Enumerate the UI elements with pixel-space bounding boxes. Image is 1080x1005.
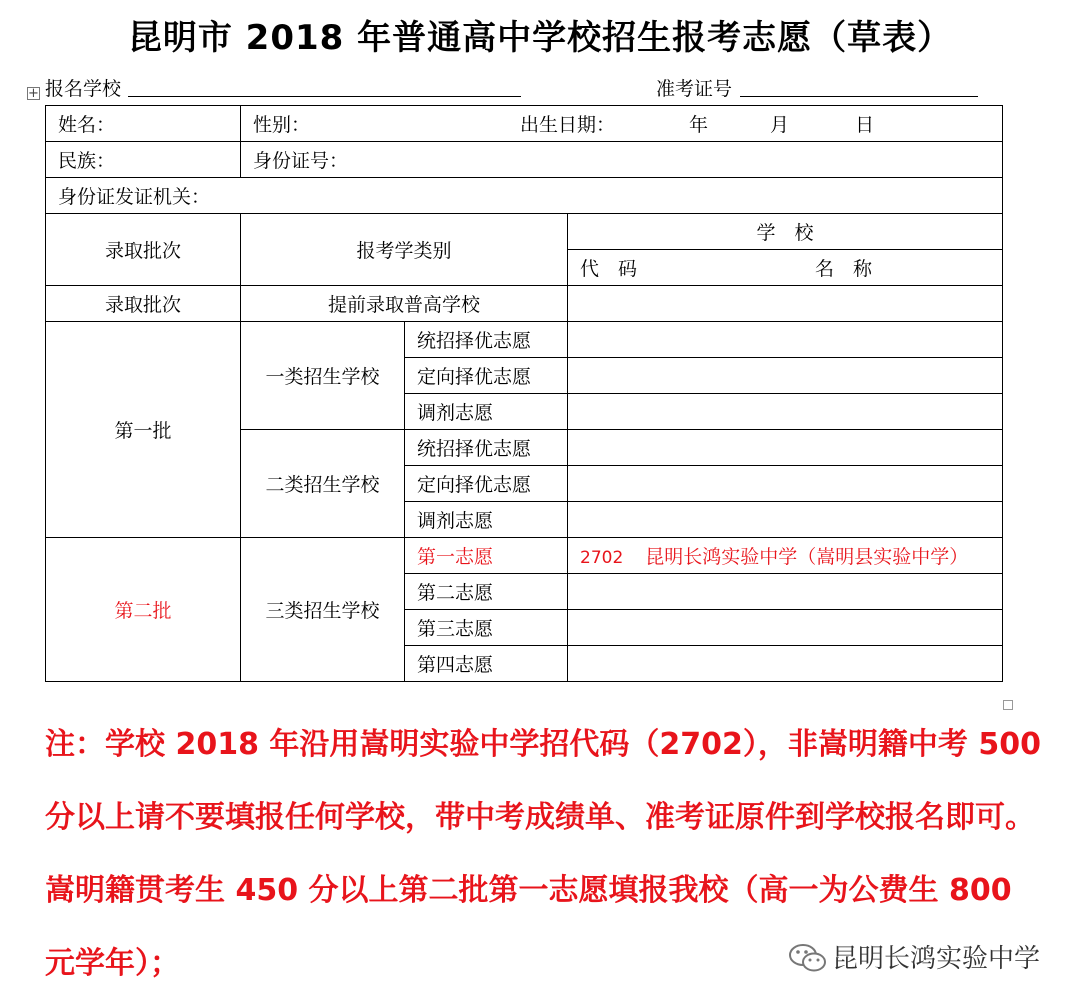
school-input[interactable] [568,502,1003,538]
day-label: 日 [855,114,875,136]
table-row [46,178,1003,214]
choice-label: 第二志愿 [405,574,568,610]
exam-id-label: 准考证号 [656,78,733,100]
ethnicity-cell[interactable] [46,142,241,178]
page-title: 昆明市 2018 年普通高中学校招生报考志愿（草表） [127,18,953,58]
choice-label: 统招择优志愿 [405,322,568,358]
school-input[interactable] [568,430,1003,466]
school-input[interactable] [568,610,1003,646]
code-header: 代 码 [580,258,638,280]
ethnicity-label: 民族： [58,150,116,172]
year-label: 年 [689,114,709,136]
school-header: 学 校 [568,214,1003,250]
exam-id-underline[interactable] [740,96,978,97]
exam-id-field [656,74,732,101]
school-input[interactable] [568,358,1003,394]
watermark [788,938,1040,980]
batch-header: 录取批次 [46,214,241,286]
table-row [46,142,1003,178]
id-authority-label: 身份证发证机关： [58,186,211,208]
table-row [46,322,1003,358]
type2-cell: 二类招生学校 [241,430,405,538]
id-number-cell[interactable] [241,142,1003,178]
category-header: 报考学类别 [241,214,568,286]
month-label: 月 [770,114,790,136]
school-label: 报名学校 [45,78,122,100]
table-row [46,286,1003,322]
choice-label: 统招择优志愿 [405,430,568,466]
choice-label: 调剂志愿 [405,502,568,538]
early-category-cell: 提前录取普高学校 [241,286,568,322]
school-underline[interactable] [128,96,521,97]
table-move-handle-icon[interactable]: + [28,86,39,101]
batch2-cell: 第二批 [46,538,241,682]
id-number-label: 身份证号： [253,150,349,172]
first-choice-code: 2702 [580,548,624,568]
code-name-header [568,250,1003,286]
school-field [45,74,121,101]
name-header: 名 称 [815,258,873,280]
table-row [46,214,1003,250]
type3-cell: 三类招生学校 [241,538,405,682]
school-input[interactable] [568,466,1003,502]
batch1-cell: 第一批 [46,322,241,538]
choice-label: 第四志愿 [405,646,568,682]
watermark-text: 昆明长鸿实验中学 [832,944,1041,974]
early-school-input[interactable] [568,286,1003,322]
note-text: 注：学校 2018 年沿用嵩明实验中学招代码（2702），非嵩明籍中考 500 分以上请不要填报任何学校，带中考成绩单、准考证原件到学校报名即可。嵩明籍贯考生 450 分以上第二批第一志愿填报我校（高一为公费生 800 元学年）； [45,727,1041,981]
gender-birth-cell[interactable] [241,106,1003,142]
wechat-icon [788,943,828,980]
school-input[interactable] [568,574,1003,610]
table-row [46,106,1003,142]
choice-label: 第三志愿 [405,610,568,646]
school-input[interactable] [568,646,1003,682]
name-cell[interactable] [46,106,241,142]
first-choice-school[interactable] [568,538,1003,574]
birth-label: 出生日期： [520,114,616,136]
table-row [46,538,1003,574]
choice-label: 调剂志愿 [405,394,568,430]
school-input[interactable] [568,394,1003,430]
school-input[interactable] [568,322,1003,358]
early-batch-cell: 录取批次 [46,286,241,322]
choice-label: 第一志愿 [405,538,568,574]
type1-cell: 一类招生学校 [241,322,405,430]
id-authority-cell[interactable] [46,178,1003,214]
application-form-table [45,105,1003,682]
choice-label: 定向择优志愿 [405,466,568,502]
choice-label: 定向择优志愿 [405,358,568,394]
gender-label: 性别： [253,114,311,136]
name-label: 姓名： [58,114,116,136]
first-choice-name: 昆明长鸿实验中学（嵩明县实验中学） [645,546,969,568]
